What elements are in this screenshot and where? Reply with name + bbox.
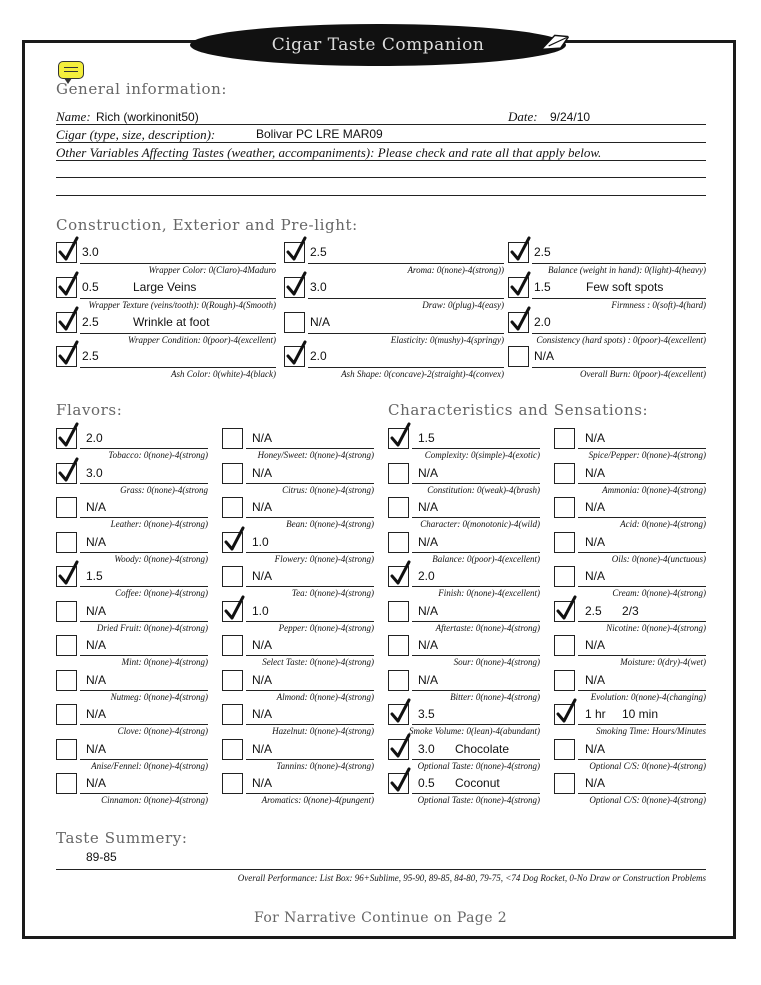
clove-caption: Clove: 0(none)-4(strong) xyxy=(117,726,208,736)
cinnamon-rating[interactable]: N/A xyxy=(86,776,107,790)
optional-taste-rating[interactable]: 3.0 xyxy=(418,741,435,756)
checkmark-icon xyxy=(554,699,578,726)
wrapper-condition-checkbox[interactable] xyxy=(56,312,77,333)
anise-fennel-rule xyxy=(80,759,208,760)
ash-color-checkbox[interactable] xyxy=(56,346,77,367)
coffee-rating[interactable]: 1.5 xyxy=(86,569,103,583)
ammonia-rating[interactable]: N/A xyxy=(585,465,606,480)
checkmark-icon xyxy=(508,272,532,299)
balance-rating[interactable]: N/A xyxy=(418,534,439,549)
hazelnut-rating[interactable]: N/A xyxy=(252,707,273,721)
ash-shape-rating[interactable]: 2.0 xyxy=(310,349,327,363)
clove-rule xyxy=(80,724,208,725)
other-variables-rule-2[interactable] xyxy=(56,177,706,178)
consistency-hard-spots-rule xyxy=(532,333,706,334)
other-variables-rule-3[interactable] xyxy=(56,195,706,196)
grass-rating[interactable]: 3.0 xyxy=(86,465,103,480)
draw-rating[interactable]: 3.0 xyxy=(310,280,327,294)
acid-checkbox[interactable] xyxy=(554,497,575,518)
cinnamon-checkbox[interactable] xyxy=(56,773,77,794)
honey-sweet-checkbox[interactable] xyxy=(222,428,243,449)
draw-caption: Draw: 0(plug)-4(easy) xyxy=(422,300,504,310)
wrapper-condition-rating[interactable]: 2.5 xyxy=(82,315,99,329)
summary-value[interactable]: 89-85 xyxy=(86,850,117,864)
ash-color-caption: Ash Color: 0(white)-4(black) xyxy=(171,369,276,379)
aftertaste-checkbox[interactable] xyxy=(388,601,409,622)
leather-caption: Leather: 0(none)-4(strong) xyxy=(110,519,208,529)
summary-heading: Taste Summery: xyxy=(56,829,188,847)
coffee-caption: Coffee: 0(none)-4(strong) xyxy=(115,588,208,598)
leather-rule xyxy=(80,517,208,518)
almond-rating[interactable]: N/A xyxy=(252,672,273,687)
optional-taste-rating[interactable]: 0.5 xyxy=(418,776,435,790)
balance-checkbox[interactable] xyxy=(388,532,409,553)
checkmark-icon xyxy=(508,237,532,264)
leather-rating[interactable]: N/A xyxy=(86,500,107,514)
wrapper-texture-veins-tooth-note[interactable]: Large Veins xyxy=(133,280,197,294)
firmness-note[interactable]: Few soft spots xyxy=(586,280,664,294)
comment-note-icon[interactable] xyxy=(58,61,84,79)
optional-taste-caption: Optional Taste: 0(none)-4(strong) xyxy=(417,795,540,805)
woody-checkbox[interactable] xyxy=(56,532,77,553)
checkmark-icon xyxy=(284,237,308,264)
aroma-rating[interactable]: 2.5 xyxy=(310,245,327,259)
tea-rule xyxy=(246,586,374,587)
tannins-checkbox[interactable] xyxy=(222,739,243,760)
checkmark-icon xyxy=(388,699,412,726)
flowery-caption: Flowery: 0(none)-4(strong) xyxy=(274,553,374,564)
ammonia-caption: Ammonia: 0(none)-4(strong) xyxy=(602,484,706,495)
almond-checkbox[interactable] xyxy=(222,670,243,691)
character-rating[interactable]: N/A xyxy=(418,500,439,514)
firmness-checkbox[interactable] xyxy=(508,277,529,298)
dried-fruit-rating[interactable]: N/A xyxy=(86,603,107,618)
evolution-rule xyxy=(578,690,706,691)
honey-sweet-caption: Honey/Sweet: 0(none)-4(strong) xyxy=(257,450,374,460)
checkmark-icon xyxy=(56,272,80,299)
aroma-checkbox[interactable] xyxy=(284,242,305,263)
optional-taste-rule xyxy=(412,759,540,760)
aftertaste-caption: Aftertaste: 0(none)-4(strong) xyxy=(435,622,540,633)
tannins-rating[interactable]: N/A xyxy=(252,741,273,756)
acid-rating[interactable]: N/A xyxy=(585,500,606,514)
tobacco-checkbox[interactable] xyxy=(56,428,77,449)
balance-rule xyxy=(412,552,540,553)
checkmark-icon xyxy=(56,561,80,588)
overall-burn-rating[interactable]: N/A xyxy=(534,349,555,363)
honey-sweet-rule xyxy=(246,448,374,449)
citrus-rule xyxy=(246,483,374,484)
complexity-checkbox[interactable] xyxy=(388,428,409,449)
balance-caption: Balance: 0(poor)-4(excellent) xyxy=(432,553,540,564)
sour-checkbox[interactable] xyxy=(388,635,409,656)
form-title-banner xyxy=(190,24,566,66)
cream-checkbox[interactable] xyxy=(554,566,575,587)
consistency-hard-spots-caption: Consistency (hard spots) : 0(poor)-4(excellent) xyxy=(536,335,706,345)
nutmeg-caption: Nutmeg: 0(none)-4(strong) xyxy=(110,691,208,702)
pepper-caption: Pepper: 0(none)-4(strong) xyxy=(278,622,374,633)
wrapper-texture-veins-tooth-rule xyxy=(80,298,276,299)
tea-rating[interactable]: N/A xyxy=(252,569,273,583)
complexity-rating[interactable]: 1.5 xyxy=(418,431,435,445)
dried-fruit-checkbox[interactable] xyxy=(56,601,77,622)
wrapper-condition-rule xyxy=(80,333,276,334)
ash-shape-checkbox[interactable] xyxy=(284,346,305,367)
other-variables-rule-1 xyxy=(56,160,706,161)
finish-caption: Finish: 0(none)-4(excellent) xyxy=(438,588,540,598)
checkmark-icon xyxy=(388,423,412,450)
tobacco-caption: Tobacco: 0(none)-4(strong) xyxy=(108,450,208,460)
optional-taste-caption: Optional Taste: 0(none)-4(strong) xyxy=(417,760,540,771)
clove-rating[interactable]: N/A xyxy=(86,707,107,721)
woody-rating[interactable]: N/A xyxy=(86,534,107,549)
anise-fennel-caption: Anise/Fennel: 0(none)-4(strong) xyxy=(91,760,208,771)
citrus-caption: Citrus: 0(none)-4(strong) xyxy=(282,484,374,495)
draw-rule xyxy=(308,298,504,299)
consistency-hard-spots-rating[interactable]: 2.0 xyxy=(534,315,551,329)
ash-shape-caption: Ash Shape: 0(concave)-2(straight)-4(convex) xyxy=(341,369,504,379)
leather-checkbox[interactable] xyxy=(56,497,77,518)
tobacco-rating[interactable]: 2.0 xyxy=(86,431,103,445)
nicotine-checkbox[interactable] xyxy=(554,601,575,622)
bitter-rating[interactable]: N/A xyxy=(418,672,439,687)
tea-checkbox[interactable] xyxy=(222,566,243,587)
select-taste-rating[interactable]: N/A xyxy=(252,638,273,652)
smoke-volume-rule xyxy=(412,724,540,725)
acid-rule xyxy=(578,517,706,518)
optional-taste-checkbox[interactable] xyxy=(388,773,409,794)
tea-caption: Tea: 0(none)-4(strong) xyxy=(291,588,374,598)
almond-caption: Almond: 0(none)-4(strong) xyxy=(276,691,374,702)
spice-pepper-caption: Spice/Pepper: 0(none)-4(strong) xyxy=(588,450,706,460)
grass-rule xyxy=(80,483,208,484)
name-label: Name: xyxy=(56,109,91,124)
character-rule xyxy=(412,517,540,518)
elasticity-caption: Elasticity: 0(mushy)-4(springy) xyxy=(390,335,504,345)
optional-c-s-rule xyxy=(578,793,706,794)
constitution-checkbox[interactable] xyxy=(388,463,409,484)
smoke-volume-rating[interactable]: 3.5 xyxy=(418,707,435,721)
ash-color-rating[interactable]: 2.5 xyxy=(82,349,99,363)
firmness-rule xyxy=(532,298,706,299)
optional-taste-checkbox[interactable] xyxy=(388,739,409,760)
bean-rating[interactable]: N/A xyxy=(252,500,273,514)
optional-taste-rule xyxy=(412,793,540,794)
honey-sweet-rating[interactable]: N/A xyxy=(252,431,273,445)
overall-burn-caption: Overall Burn: 0(poor)-4(excellent) xyxy=(580,369,706,379)
checkmark-icon xyxy=(284,272,308,299)
woody-caption: Woody: 0(none)-4(strong) xyxy=(114,553,208,564)
smoking-time-rating[interactable]: 1 hr xyxy=(585,707,606,721)
balance-weight-in-hand-rule xyxy=(532,263,706,264)
finish-rule xyxy=(412,586,540,587)
grass-caption: Grass: 0(none)-4(strong xyxy=(120,484,208,495)
hazelnut-caption: Hazelnut: 0(none)-4(strong) xyxy=(272,726,374,736)
firmness-rating[interactable]: 1.5 xyxy=(534,280,551,294)
constitution-rule xyxy=(412,483,540,484)
characteristics-heading: Characteristics and Sensations: xyxy=(388,401,649,419)
overall-burn-rule xyxy=(532,367,706,368)
wrapper-condition-caption: Wrapper Condition: 0(poor)-4(excellent) xyxy=(128,335,276,345)
wrapper-texture-veins-tooth-checkbox[interactable] xyxy=(56,277,77,298)
mint-rule xyxy=(80,655,208,656)
smoking-time-note[interactable]: 10 min xyxy=(622,707,659,721)
sour-rule xyxy=(412,655,540,656)
ash-shape-rule xyxy=(308,367,504,368)
cream-rule xyxy=(578,586,706,587)
elasticity-rating[interactable]: N/A xyxy=(310,315,331,329)
dried-fruit-rule xyxy=(80,621,208,622)
checkmark-icon xyxy=(56,458,80,485)
coffee-rule xyxy=(80,586,208,587)
checkmark-icon xyxy=(56,341,80,368)
checkmark-icon xyxy=(56,423,80,450)
wrapper-condition-note[interactable]: Wrinkle at foot xyxy=(133,315,210,329)
anise-fennel-rating[interactable]: N/A xyxy=(86,741,107,756)
optional-taste-note[interactable]: Coconut xyxy=(455,776,500,790)
nicotine-note[interactable]: 2/3 xyxy=(622,603,639,618)
evolution-caption: Evolution: 0(none)-4(changing) xyxy=(590,691,706,702)
moisture-checkbox[interactable] xyxy=(554,635,575,656)
hazelnut-rule xyxy=(246,724,374,725)
moisture-caption: Moisture: 0(dry)-4(wet) xyxy=(620,657,706,667)
optional-c-s-caption: Optional C/S: 0(none)-4(strong) xyxy=(589,795,706,805)
acid-caption: Acid: 0(none)-4(strong) xyxy=(620,519,706,529)
checkmark-icon xyxy=(388,561,412,588)
elasticity-rule xyxy=(308,333,504,334)
cinnamon-rule xyxy=(80,793,208,794)
oils-checkbox[interactable] xyxy=(554,532,575,553)
citrus-rating[interactable]: N/A xyxy=(252,465,273,480)
wrapper-texture-veins-tooth-caption: Wrapper Texture (veins/tooth): 0(Rough)-4(Smooth) xyxy=(88,300,276,310)
checkmark-icon xyxy=(554,596,578,623)
wrapper-texture-veins-tooth-rating[interactable]: 0.5 xyxy=(82,280,99,294)
character-checkbox[interactable] xyxy=(388,497,409,518)
checkmark-icon xyxy=(284,341,308,368)
clove-checkbox[interactable] xyxy=(56,704,77,725)
mint-checkbox[interactable] xyxy=(56,635,77,656)
aroma-rule xyxy=(308,263,504,264)
hazelnut-checkbox[interactable] xyxy=(222,704,243,725)
aromatics-rule xyxy=(246,793,374,794)
nutmeg-rating[interactable]: N/A xyxy=(86,672,107,687)
bitter-checkbox[interactable] xyxy=(388,670,409,691)
aromatics-checkbox[interactable] xyxy=(222,773,243,794)
aftertaste-rule xyxy=(412,621,540,622)
wrapper-color-rule xyxy=(80,263,276,264)
flavors-heading: Flavors: xyxy=(56,401,123,419)
flowery-rule xyxy=(246,552,374,553)
spice-pepper-rating[interactable]: N/A xyxy=(585,431,606,445)
finish-checkbox[interactable] xyxy=(388,566,409,587)
spice-pepper-checkbox[interactable] xyxy=(554,428,575,449)
grass-checkbox[interactable] xyxy=(56,463,77,484)
date-label: Date: xyxy=(508,109,538,124)
cigar-field[interactable]: Bolivar PC LRE MAR09 xyxy=(256,127,383,141)
elasticity-checkbox[interactable] xyxy=(284,312,305,333)
mint-rating[interactable]: N/A xyxy=(86,638,107,652)
date-field[interactable]: 9/24/10 xyxy=(550,110,591,124)
sour-rating[interactable]: N/A xyxy=(418,638,439,652)
citrus-checkbox[interactable] xyxy=(222,463,243,484)
nicotine-rating[interactable]: 2.5 xyxy=(585,603,602,618)
checkmark-icon xyxy=(222,596,246,623)
balance-weight-in-hand-caption: Balance (weight in hand): 0(light)-4(heavy) xyxy=(548,265,706,275)
optional-c-s-rating[interactable]: N/A xyxy=(585,741,606,756)
sour-caption: Sour: 0(none)-4(strong) xyxy=(453,657,540,667)
pepper-checkbox[interactable] xyxy=(222,601,243,622)
tannins-rule xyxy=(246,759,374,760)
flowery-checkbox[interactable] xyxy=(222,532,243,553)
optional-c-s-rule xyxy=(578,759,706,760)
firmness-caption: Firmness : 0(soft)-4(hard) xyxy=(611,300,706,310)
cigar-rule xyxy=(56,142,706,143)
checkmark-icon xyxy=(56,307,80,334)
aromatics-caption: Aromatics: 0(none)-4(pungent) xyxy=(261,795,374,805)
smoking-time-rule xyxy=(578,724,706,725)
name-field[interactable]: Rich (workinonit50) xyxy=(96,110,199,124)
summary-rule xyxy=(56,869,706,870)
aftertaste-rating[interactable]: N/A xyxy=(418,603,439,618)
constitution-caption: Constitution: 0(weak)-4(brash) xyxy=(427,484,540,495)
balance-weight-in-hand-checkbox[interactable] xyxy=(508,242,529,263)
checkmark-icon xyxy=(222,527,246,554)
oils-rule xyxy=(578,552,706,553)
draw-checkbox[interactable] xyxy=(284,277,305,298)
almond-rule xyxy=(246,690,374,691)
wrapper-color-caption: Wrapper Color: 0(Claro)-4Maduro xyxy=(148,265,276,275)
pepper-rating[interactable]: 1.0 xyxy=(252,603,269,618)
ash-color-rule xyxy=(80,367,276,368)
nicotine-rule xyxy=(578,621,706,622)
checkmark-icon xyxy=(56,237,80,264)
aromatics-rating[interactable]: N/A xyxy=(252,776,273,790)
mint-caption: Mint: 0(none)-4(strong) xyxy=(121,657,208,667)
summary-caption: Overall Performance: List Box: 96+Sublime, 95-90, 89-85, 84-80, 79-75, <74 Dog Rocket, 0-No Draw or Construction Problems xyxy=(237,873,706,883)
construction-heading: Construction, Exterior and Pre-light: xyxy=(56,216,358,234)
dried-fruit-caption: Dried Fruit: 0(none)-4(strong) xyxy=(96,622,208,633)
tobacco-rule xyxy=(80,448,208,449)
optional-c-s-caption: Optional C/S: 0(none)-4(strong) xyxy=(589,760,706,771)
nicotine-caption: Nicotine: 0(none)-4(strong) xyxy=(606,622,706,633)
oils-rating[interactable]: N/A xyxy=(585,534,606,549)
ammonia-rule xyxy=(578,483,706,484)
nutmeg-rule xyxy=(80,690,208,691)
overall-burn-checkbox[interactable] xyxy=(508,346,529,367)
finish-rating[interactable]: 2.0 xyxy=(418,569,435,583)
consistency-hard-spots-checkbox[interactable] xyxy=(508,312,529,333)
evolution-checkbox[interactable] xyxy=(554,670,575,691)
checkmark-icon xyxy=(388,768,412,795)
evolution-rating[interactable]: N/A xyxy=(585,672,606,687)
select-taste-rule xyxy=(246,655,374,656)
optional-c-s-checkbox[interactable] xyxy=(554,773,575,794)
select-taste-checkbox[interactable] xyxy=(222,635,243,656)
wrapper-color-checkbox[interactable] xyxy=(56,242,77,263)
bitter-rule xyxy=(412,690,540,691)
bean-rule xyxy=(246,517,374,518)
other-variables-label: Other Variables Affecting Tastes (weather, accompaniments): Please check and rate all that apply below. xyxy=(56,145,602,160)
cream-caption: Cream: 0(none)-4(strong) xyxy=(612,588,706,598)
checkmark-icon xyxy=(388,734,412,761)
narrative-footer: For Narrative Continue on Page 2 xyxy=(253,910,508,926)
pepper-rule xyxy=(246,621,374,622)
character-caption: Character: 0(monotonic)-4(wild) xyxy=(420,519,540,529)
cream-rating[interactable]: N/A xyxy=(585,569,606,583)
anise-fennel-checkbox[interactable] xyxy=(56,739,77,760)
cinnamon-caption: Cinnamon: 0(none)-4(strong) xyxy=(101,795,208,805)
optional-c-s-rating[interactable]: N/A xyxy=(585,776,606,790)
smoke-volume-caption: Smoke Volume: 0(lean)-4(abundant) xyxy=(409,726,540,736)
checkmark-icon xyxy=(508,307,532,334)
bitter-caption: Bitter: 0(none)-4(strong) xyxy=(450,691,540,702)
moisture-rule xyxy=(578,655,706,656)
balance-weight-in-hand-rating[interactable]: 2.5 xyxy=(534,245,551,259)
smoke-volume-checkbox[interactable] xyxy=(388,704,409,725)
smoking-time-caption: Smoking Time: Hours/Minutes xyxy=(596,726,706,736)
smoking-time-checkbox[interactable] xyxy=(554,704,575,725)
spice-pepper-rule xyxy=(578,448,706,449)
general-heading: General information: xyxy=(56,80,228,98)
wrapper-color-rating[interactable]: 3.0 xyxy=(82,245,99,259)
woody-rule xyxy=(80,552,208,553)
ammonia-checkbox[interactable] xyxy=(554,463,575,484)
optional-taste-note[interactable]: Chocolate xyxy=(455,741,510,756)
oils-caption: Oils: 0(none)-4(unctuous) xyxy=(611,553,706,564)
aroma-caption: Aroma: 0(none)-4(strong)) xyxy=(407,265,504,275)
complexity-caption: Complexity: 0(simple)-4(exotic) xyxy=(424,450,540,460)
nutmeg-checkbox[interactable] xyxy=(56,670,77,691)
tannins-caption: Tannins: 0(none)-4(strong) xyxy=(276,760,374,771)
bean-caption: Bean: 0(none)-4(strong) xyxy=(286,519,374,529)
name-rule xyxy=(56,124,706,125)
complexity-rule xyxy=(412,448,540,449)
select-taste-caption: Select Taste: 0(none)-4(strong) xyxy=(262,657,374,667)
coffee-checkbox[interactable] xyxy=(56,566,77,587)
moisture-rating[interactable]: N/A xyxy=(585,638,606,652)
flowery-rating[interactable]: 1.0 xyxy=(252,534,269,549)
optional-c-s-checkbox[interactable] xyxy=(554,739,575,760)
bean-checkbox[interactable] xyxy=(222,497,243,518)
constitution-rating[interactable]: N/A xyxy=(418,465,439,480)
form-title: Cigar Taste Companion xyxy=(271,35,485,55)
cigar-label: Cigar (type, size, description): xyxy=(56,127,216,142)
